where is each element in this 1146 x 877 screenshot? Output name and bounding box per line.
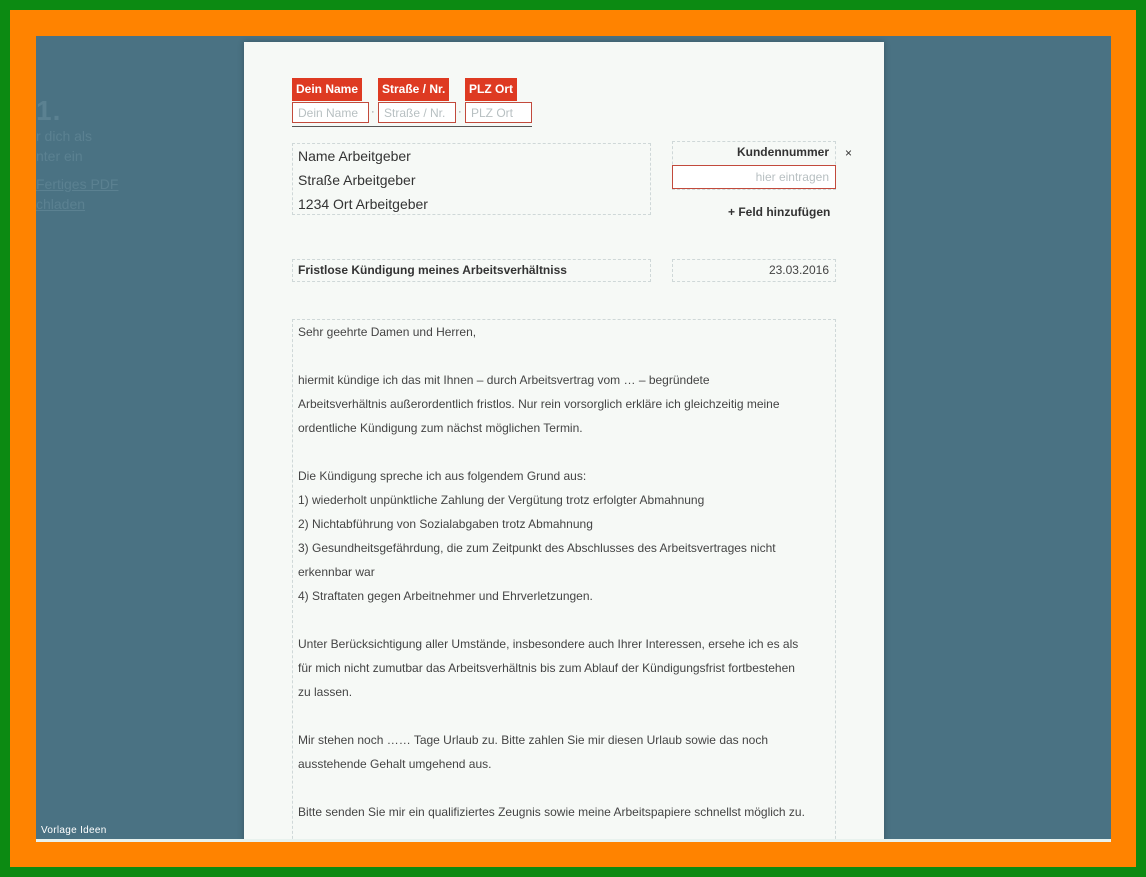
employer-city: 1234 Ort Arbeitgeber [298,196,428,212]
letter-line: 3) Gesundheitsgefährdung, die zum Zeitpunkt des Abschlusses des Arbeitsvertrages nicht [298,541,776,555]
stage-bottom-line [36,839,1111,842]
letter-line [293,344,835,368]
letter-line: 4) Straftaten gegen Arbeitnehmer und Ehrverletzungen. [298,589,593,603]
letter-line: Bitte senden Sie mir ein qualifiziertes Zeugnis sowie meine Arbeitspapiere schnellst möglich zu. [298,805,805,819]
step-text-1: r dich als [36,128,93,144]
sender-city-tag: PLZ Ort [465,78,517,101]
pdf-download-link[interactable]: Fertiges PDF [36,176,119,192]
letter-line: Die Kündigung spreche ich aus folgendem Grund aus: [298,469,587,483]
employer-street: Straße Arbeitgeber [298,172,416,188]
letter-lines [293,320,835,824]
sender-city-input[interactable]: PLZ Ort [465,102,532,123]
letter-line: erkennbar war [298,565,375,579]
sender-street-input[interactable]: Straße / Nr. [378,102,456,123]
letter-line: Arbeitsverhältnis außerordentlich fristlos. Nur rein vorsorglich erkläre ich gleichzeitig meine [298,397,780,411]
sender-name-input[interactable]: Dein Name [292,102,369,123]
date-field[interactable] [672,259,836,282]
letter-line [293,776,835,800]
step-number: 1. [36,95,62,126]
editor-stage [36,36,1111,841]
letter-line [293,704,835,728]
letter-line: für mich nicht zumutbar das Arbeitsverhältnis bis zum Ablauf der Kündigungsfrist fortbestehen [298,661,795,675]
watermark: Vorlage Ideen [41,825,107,836]
sender-street-tag: Straße / Nr. [378,78,449,101]
letter-body[interactable] [292,319,836,841]
letter-line: ordentliche Kündigung zum nächst möglichen Termin. [298,421,583,435]
letter-line [293,440,835,464]
employer-name: Name Arbeitgeber [298,148,411,164]
letter-line: 1) wiederholt unpünktliche Zahlung der Vergütung trotz erfolgter Abmahnung [298,493,705,507]
separator-dot: · [458,106,462,118]
sender-underline [292,126,532,127]
separator-dot: · [371,106,375,118]
letter-line: Mir stehen noch …… Tage Urlaub zu. Bitte zahlen Sie mir diesen Urlaub sowie das noch [298,733,769,747]
employer-address-block[interactable] [292,143,651,215]
letter-line: 2) Nichtabführung von Sozialabgaben trotz Abmahnung [298,517,593,531]
subject-field[interactable] [292,259,651,282]
letter-paper [244,42,884,841]
date-text: 23.03.2016 [768,263,829,277]
customer-number-input[interactable]: hier eintragen [672,165,836,189]
letter-line [293,608,835,632]
sidebar-instructions [36,96,118,214]
letter-line: hiermit kündige ich das mit Ihnen – durch Arbeitsvertrag vom … – begründete [298,373,710,387]
letter-line: Unter Berücksichtigung aller Umstände, insbesondere auch Ihrer Interessen, ersehe ich es als [298,637,799,651]
subject-text: Fristlose Kündigung meines Arbeitsverhältniss [298,263,567,277]
pdf-download-link-2[interactable]: chladen [36,196,86,212]
add-field-button[interactable]: + Feld hinzufügen [728,205,831,219]
letter-line: ausstehende Gehalt umgehend aus. [298,757,492,771]
letter-line: Sehr geehrte Damen und Herren, [298,325,477,339]
customer-number-label: Kundennummer [736,145,829,159]
sender-name-tag: Dein Name [292,78,362,101]
close-icon[interactable]: × [845,146,853,160]
letter-line: zu lassen. [298,685,353,699]
step-text-2: nter ein [36,148,83,164]
